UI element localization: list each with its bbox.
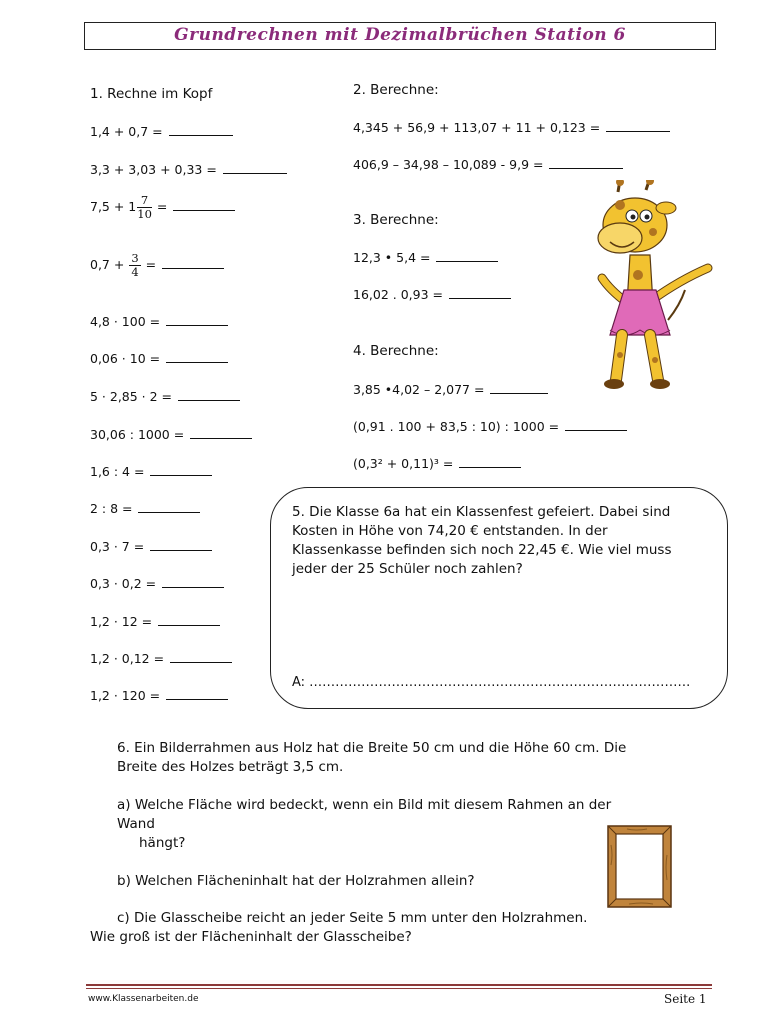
answer-blank bbox=[150, 539, 212, 551]
answer-blank bbox=[170, 651, 232, 663]
giraffe-illustration bbox=[580, 180, 715, 395]
answer-blank bbox=[162, 576, 224, 588]
task1-item: 7,5 + 1 $\frac{7}{10}$ = bbox=[90, 194, 235, 221]
answer-blank bbox=[150, 464, 212, 476]
task2-item-1: 4,345 + 56,9 + 113,07 + 11 + 0,123 = bbox=[353, 120, 670, 136]
task6-intro-2: Breite des Holzes beträgt 3,5 cm. bbox=[117, 759, 344, 775]
task1-item: 2 : 8 = bbox=[90, 501, 200, 517]
task4-heading: 4. Berechne: bbox=[353, 343, 439, 359]
task6-a-3: hängt? bbox=[139, 835, 186, 851]
task1-item: 4,8 · 100 = bbox=[90, 314, 228, 330]
task2-item-2: 406,9 – 34,98 – 10,089 - 9,9 = bbox=[353, 157, 623, 173]
footer-url: www.Klassenarbeiten.de bbox=[88, 994, 199, 1004]
task4-item-3: (0,3² + 0,11)³ = bbox=[353, 456, 521, 472]
fraction-denominator: 4 bbox=[131, 265, 139, 279]
task6-a-1: a) Welche Fläche wird bedeckt, wenn ein Bild mit diesem Rahmen an der bbox=[117, 797, 612, 813]
task1-item: 0,7 + $\frac{3}{4}$ = bbox=[90, 252, 224, 279]
answer-blank bbox=[223, 162, 287, 174]
task1-item: 0,3 · 0,2 = bbox=[90, 576, 224, 592]
task1-item: 1,2 · 0,12 = bbox=[90, 651, 232, 667]
worksheet-title: Grundrechnen mit Dezimalbrüchen Station 6 bbox=[174, 25, 626, 45]
fraction-numerator: 3 bbox=[131, 251, 139, 265]
task5-line-2: Kosten in Höhe von 74,20 € entstanden. In der bbox=[292, 523, 608, 539]
task6-intro-1: 6. Ein Bilderrahmen aus Holz hat die Breite 50 cm und die Höhe 60 cm. Die bbox=[117, 740, 627, 756]
task4-item-1: 3,85 •4,02 – 2,077 = bbox=[353, 382, 548, 398]
fraction-numerator: 7 bbox=[137, 194, 152, 208]
task1-item: 1,6 : 4 = bbox=[90, 464, 212, 480]
task1-heading: 1. Rechne im Kopf bbox=[90, 86, 213, 102]
task1-item: 1,2 · 12 = bbox=[90, 614, 220, 630]
task1-item: 5 · 2,85 · 2 = bbox=[90, 389, 240, 405]
answer-blank bbox=[173, 199, 235, 211]
footer-divider-thin bbox=[86, 988, 712, 989]
task6-a-2: Wand bbox=[117, 816, 155, 832]
task4-item-2: (0,91 . 100 + 83,5 : 10) : 1000 = bbox=[353, 419, 627, 435]
answer-blank bbox=[169, 124, 233, 136]
answer-blank bbox=[162, 257, 224, 269]
task1-item: 30,06 : 1000 = bbox=[90, 427, 252, 443]
task6-b: b) Welchen Flächeninhalt hat der Holzrahmen allein? bbox=[117, 873, 475, 889]
task5-line-4: jeder der 25 Schüler noch zahlen? bbox=[292, 561, 523, 577]
task5-line-3: Klassenkasse befinden sich noch 22,45 €. Wie viel muss bbox=[292, 542, 672, 558]
fraction bbox=[129, 252, 140, 279]
answer-blank bbox=[166, 688, 228, 700]
task1-item: 1,2 · 120 = bbox=[90, 688, 228, 704]
task6-c-2: Wie groß ist der Flächeninhalt der Glasscheibe? bbox=[90, 929, 412, 945]
task1-item: 1,4 + 0,7 = bbox=[90, 124, 233, 140]
task5-line-1: 5. Die Klasse 6a hat ein Klassenfest gefeiert. Dabei sind bbox=[292, 504, 671, 520]
answer-blank bbox=[158, 614, 220, 626]
answer-blank bbox=[166, 351, 228, 363]
task3-item-2: 16,02 . 0,93 = bbox=[353, 287, 511, 303]
task1-item: 0,06 · 10 = bbox=[90, 351, 228, 367]
task5-answer-line: A: ……………………………………………………………………………. bbox=[292, 675, 691, 690]
wooden-picture-frame bbox=[607, 825, 672, 908]
page-number: Seite 1 bbox=[664, 992, 707, 1006]
answer-blank bbox=[190, 427, 252, 439]
answer-blank bbox=[138, 501, 200, 513]
task3-item-1: 12,3 • 5,4 = bbox=[353, 250, 498, 266]
task2-heading: 2. Berechne: bbox=[353, 82, 439, 98]
task3-heading: 3. Berechne: bbox=[353, 212, 439, 228]
footer-divider bbox=[86, 984, 712, 986]
fraction-denominator: 10 bbox=[137, 207, 152, 221]
task1-item: 3,3 + 3,03 + 0,33 = bbox=[90, 162, 287, 178]
task1-item: 0,3 · 7 = bbox=[90, 539, 212, 555]
answer-blank bbox=[166, 314, 228, 326]
fraction bbox=[137, 194, 152, 221]
task6-c-1: c) Die Glasscheibe reicht an jeder Seite 5 mm unter den Holzrahmen. bbox=[117, 910, 588, 926]
answer-blank bbox=[178, 389, 240, 401]
title-box bbox=[84, 22, 716, 50]
